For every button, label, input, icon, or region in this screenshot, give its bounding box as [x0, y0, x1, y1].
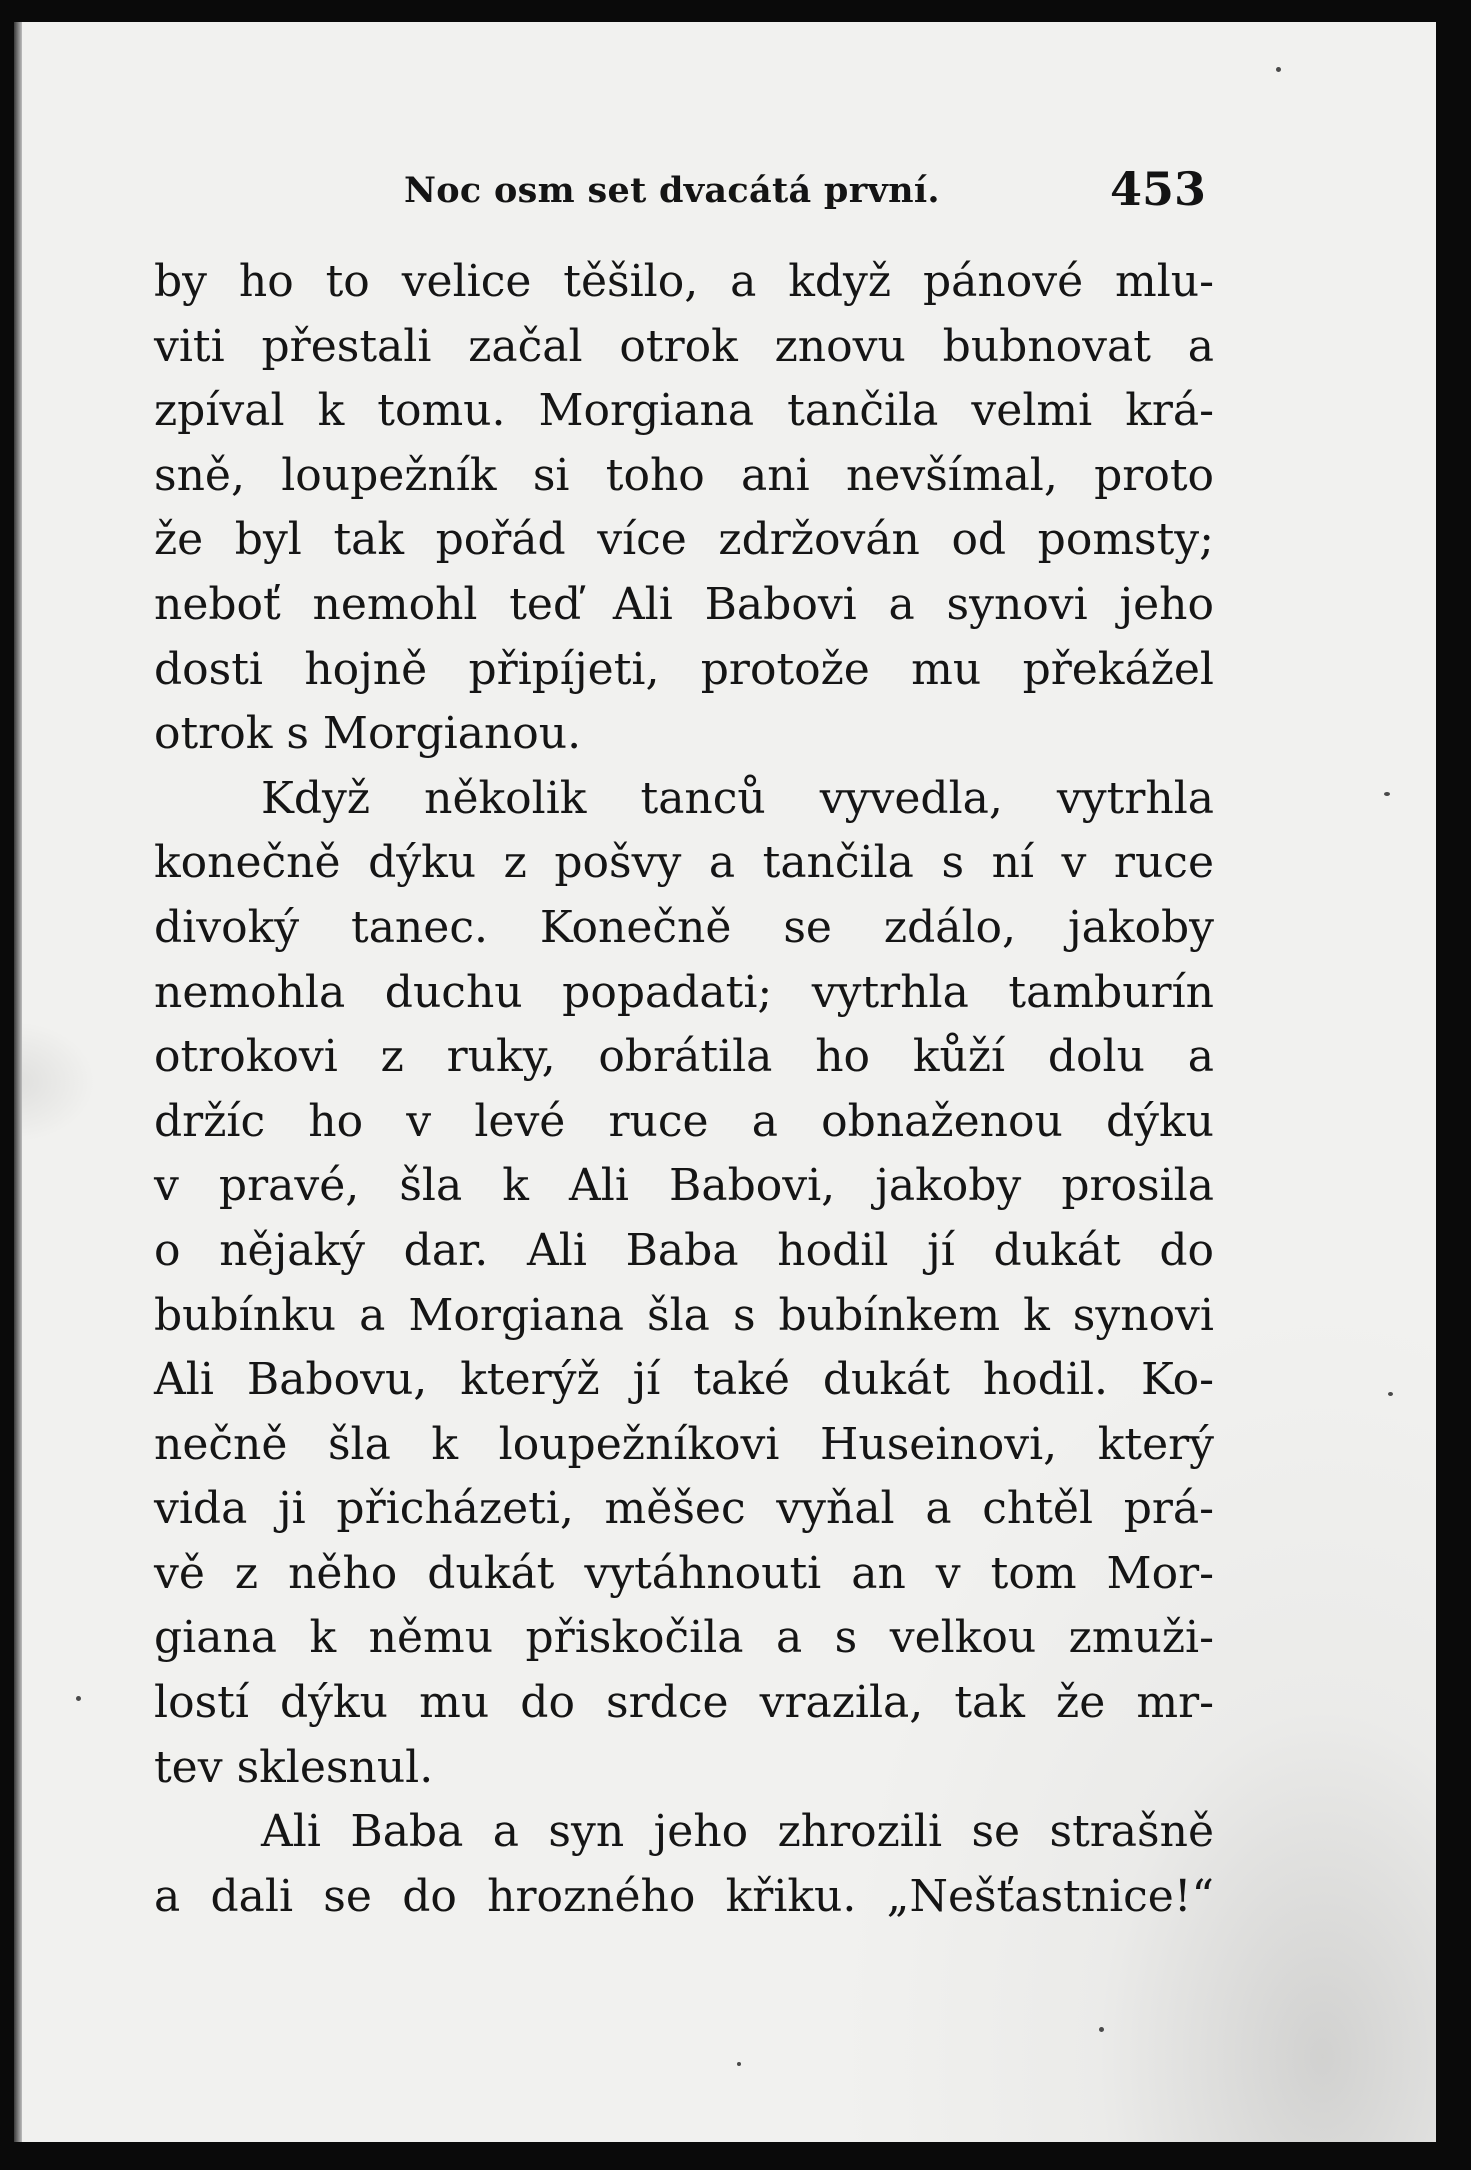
ink-speck	[1384, 792, 1390, 796]
text-line: lostí dýku mu do srdce vrazila, tak že mr-	[154, 1677, 1214, 1729]
text-line: Ali Babovu, kterýž jí také dukát hodil. Ko-	[154, 1354, 1214, 1406]
ink-speck	[1099, 2027, 1104, 2032]
text-line: bubínku a Morgiana šla s bubínkem k synovi	[154, 1289, 1214, 1341]
ink-speck	[1276, 67, 1281, 72]
text-line: otrokovi z ruky, obrátila ho kůží dolu a	[154, 1031, 1214, 1083]
text-line: vě z něho dukát vytáhnouti an v tom Mor-	[154, 1547, 1214, 1599]
text-line: zpíval k tomu. Morgiana tančila velmi krá-	[154, 385, 1214, 437]
body-text	[154, 250, 1214, 1929]
text-line: by ho to velice těšilo, a když pánové mlu-	[154, 256, 1214, 307]
paragraph-3	[154, 1800, 1214, 1929]
text-line: Ali Baba a syn jeho zhrozili se strašně	[261, 1806, 1214, 1858]
ink-speck	[1388, 1392, 1393, 1396]
ink-speck	[737, 2062, 741, 2066]
paragraph-1	[154, 250, 1214, 767]
text-line: neboť nemohl teď Ali Babovi a synovi jeho	[154, 578, 1214, 630]
text-line: tev sklesnul.	[154, 1741, 434, 1793]
text-line: o nějaký dar. Ali Baba hodil jí dukát do	[154, 1224, 1214, 1276]
text-line: nečně šla k loupežníkovi Huseinovi, který	[154, 1418, 1214, 1470]
text-line: v pravé, šla k Ali Babovi, jakoby prosila	[154, 1160, 1214, 1212]
text-line: dosti hojně připíjeti, protože mu překážel	[154, 643, 1214, 695]
text-line: držíc ho v levé ruce a obnaženou dýku	[154, 1095, 1214, 1147]
text-line: vida ji přicházeti, měšec vyňal a chtěl prá-	[154, 1483, 1214, 1535]
text-line: nemohla duchu popadati; vytrhla tamburín	[154, 966, 1214, 1018]
text-line: sně, loupežník si toho ani nevšímal, proto	[154, 449, 1214, 501]
page-binding-edge	[14, 22, 22, 2142]
text-line: a dali se do hrozného křiku. „Nešťastnice!“	[154, 1870, 1214, 1922]
text-line: Když několik tanců vyvedla, vytrhla	[261, 772, 1214, 824]
book-page	[14, 22, 1436, 2142]
running-head: Noc osm set dvacátá první.	[404, 170, 940, 211]
text-line: giana k němu přiskočila a s velkou zmuži-	[154, 1612, 1214, 1664]
text-line: otrok s Morgianou.	[154, 708, 582, 760]
page-number: 453	[1110, 162, 1207, 216]
page-header	[14, 162, 1436, 222]
text-line: konečně dýku z pošvy a tančila s ní v ruce	[154, 837, 1214, 889]
text-line: že byl tak pořád více zdržován od pomsty;	[154, 514, 1214, 566]
ink-speck	[76, 1696, 81, 1701]
text-line: viti přestali začal otrok znovu bubnovat a	[154, 320, 1214, 372]
paragraph-2	[154, 767, 1214, 1801]
text-line: divoký tanec. Konečně se zdálo, jakoby	[154, 901, 1214, 953]
